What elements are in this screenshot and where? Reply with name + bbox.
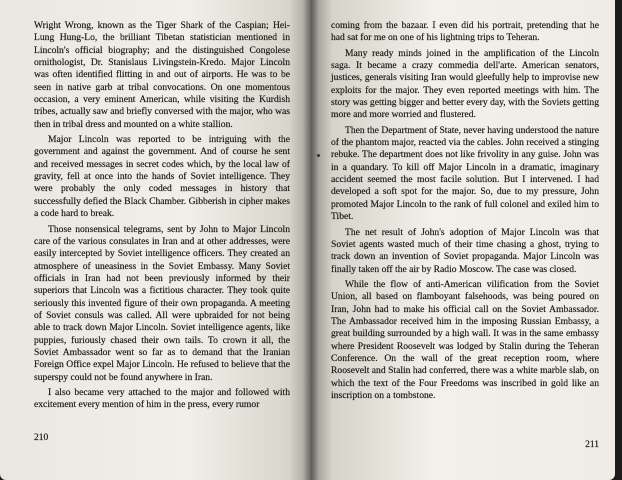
paragraph: The net result of John's adoption of Major Lincoln was that Soviet agents wasted much of their time chasing a ghost, trying to track down an invention of Soviet propaganda. Major Lincoln was finally taken off the air by Radio Moscow. The case was closed.: [331, 226, 599, 275]
page-number-left: 210: [34, 433, 49, 443]
paragraph: Those nonsensical telegrams, sent by John to Major Lincoln care of the various consulates in Iran and at other addresses, were easily intercepted by Soviet intelligence officers. They created an atmosphere of uneasiness in the Soviet Embassy. Many Soviet officials in Iran had not been previously informed by their superiors that Lincoln was a fictitious character. They took quite seriously this invented figure of their own propaganda. A meeting of Soviet consuls was called. All were upbraided for not being able to track down Major Lincoln. Soviet intelligence agents, like puppies, furiously chased their own tails. To crown it all, the Soviet Ambassador went so far as to demand that the Iranian Foreign Office expel Major Lincoln. He refused to believe that the superspy could not be found anywhere in Iran.: [34, 223, 290, 383]
book-gutter: [303, 0, 319, 480]
paragraph: Many ready minds joined in the amplification of the Lincoln saga. It became a crazy commedia dell'arte. American senators, justices, generals visiting Iran would gleefully help to improvise new exploits for the major. They even reported meetings with him. The story was getting bigger and better every day, with the Soviets getting more and more worried and flustered.: [331, 47, 599, 121]
paragraph: coming from the bazaar. I even did his portrait, pretending that he had sat for me on one of his lightning trips to Teheran.: [331, 20, 599, 44]
right-page-text: [331, 20, 599, 402]
left-page-text: [34, 20, 290, 412]
paragraph: Major Lincoln was reported to be intriguing with the government and against the government. And of course he sent and received messages in secret codes which, by the local law of gravity, fell at once into the hands of Soviet intelligence. They were probably the only coded messages in history that successfully defied the Black Chamber. Gibberish in cipher makes a code hard to break.: [34, 134, 290, 220]
page-number-right: 211: [585, 440, 599, 450]
right-page: [311, 0, 615, 480]
paragraph: Wright Wrong, known as the Tiger Shark of the Caspian; Hei-Lung Hung-Lo, the brilliant Tibetan statistician mentioned in Lincoln's official biography; and the distinguished Congolese ornithologist, Dr. Stanislaus Livingstein-Kredo. Major Lincoln was often identified flitting in and out of airports. He was to be seen in native garb at tribal convocations. On one momentous occasion, a very eminent American, while visiting the Kurdish tribes, actually saw and briefly conversed with the major, who was then in tribal dress and mounted on a white stallion.: [34, 20, 290, 130]
paragraph: Then the Department of State, never having understood the nature of the phantom major, reacted via the cables. John received a stinging rebuke. The department does not like frivolity in any guise. John was in a quandary. To kill off Major Lincoln in a dramatic, imaginary accident seemed the most facile solution. But I intervened. I had developed a soft spot for the major. So, due to my pressure, John promoted Major Lincoln to the rank of full colonel and exiled him to Tibet.: [331, 124, 599, 223]
paragraph: I also became very attached to the major and followed with excitement every mention of him in the press, every rumor: [34, 386, 290, 411]
paragraph: While the flow of anti-American vilification from the Soviet Union, all based on flamboyant falsehoods, was being poured on Iran, John had to make his official call on the Soviet Ambassador. The Ambassador received him in the imposing Russian Embassy, a great building surrounded by a high wall. It was in the same embassy where President Roosevelt was lodged by Stalin during the Teheran Conference. On the wall of the great reception room, where Roosevelt and Stalin had conferred, there was a white marble slab, on which the text of the Four Freedoms was inscribed in gold like an inscription on a tombstone.: [331, 278, 599, 401]
